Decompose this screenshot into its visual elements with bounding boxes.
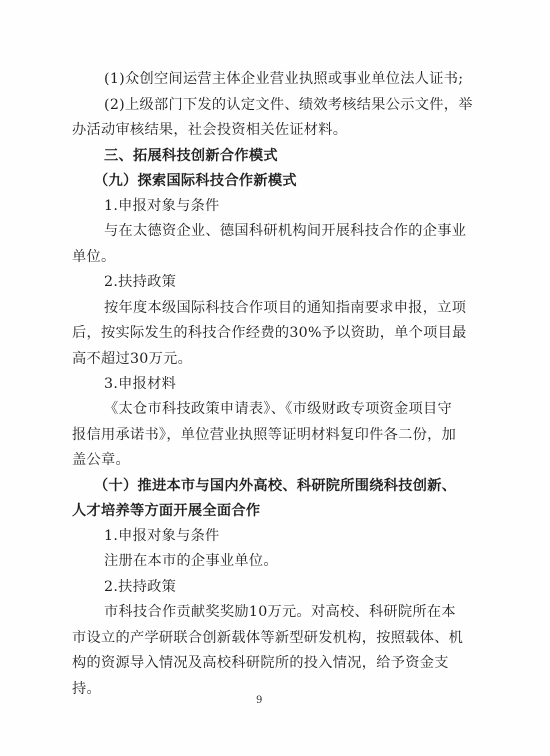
item-heading: 3.申报材料 bbox=[104, 376, 177, 392]
text-line: 与在太德资企业、德国科研机构间开展科技合作的企事业 bbox=[104, 223, 467, 239]
subsection-heading: （九）探索国际科技合作新模式 bbox=[94, 173, 297, 189]
item-heading: 1.申报对象与条件 bbox=[104, 528, 220, 544]
text-line: 持。 bbox=[72, 681, 101, 697]
text-line: (1)众创空间运营主体企业营业执照或事业单位法人证书; bbox=[104, 71, 464, 87]
text-line: 注册在本市的企事业单位。 bbox=[104, 553, 278, 569]
text-line: 单位。 bbox=[72, 249, 116, 265]
item-heading: 2.扶持政策 bbox=[104, 274, 177, 290]
text-line: 市科技合作贡献奖奖励10万元。对高校、科研院所在本 bbox=[104, 604, 456, 620]
section-heading: 三、拓展科技创新合作模式 bbox=[104, 148, 278, 164]
page-number: 9 bbox=[256, 695, 263, 706]
text-line: 市设立的产学研联合创新载体等新型研发机构，按照载体、机 bbox=[72, 630, 464, 646]
text-line: 报信用承诺书》，单位营业执照等证明材料复印件各二份，加 bbox=[72, 427, 457, 443]
text-line: (2)上级部门下发的认定文件、绩效考核结果公示文件，举 bbox=[104, 97, 473, 113]
text-line: 《太仓市科技政策申请表》、《市级财政专项资金项目守 bbox=[104, 401, 452, 417]
subsection-heading: （十）推进本市与国内外高校、科研院所围绕科技创新、 bbox=[94, 478, 457, 494]
item-heading: 1.申报对象与条件 bbox=[104, 198, 220, 214]
item-heading: 2.扶持政策 bbox=[104, 579, 177, 595]
text-line: 办活动审核结果，社会投资相关佐证材料。 bbox=[72, 122, 348, 138]
text-line: 盖公章。 bbox=[72, 452, 130, 468]
text-line: 高不超过30万元。 bbox=[72, 351, 193, 367]
text-line: 按年度本级国际科技合作项目的通知指南要求申报，立项 bbox=[104, 300, 467, 316]
text-line: 后，按实际发生的科技合作经费的30%予以资助，单个项目最 bbox=[72, 325, 467, 341]
subsection-heading-cont: 人才培养等方面开展全面合作 bbox=[72, 503, 261, 519]
text-line: 构的资源导入情况及高校科研院所的投入情况，给予资金支 bbox=[72, 655, 449, 671]
